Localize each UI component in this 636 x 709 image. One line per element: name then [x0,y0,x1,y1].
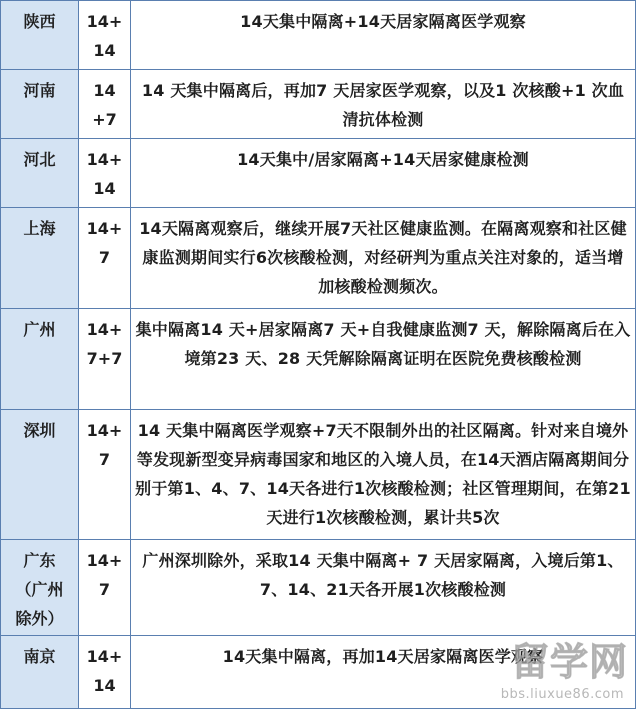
region-cell: 河北 [1,139,79,208]
quarantine-period-cell: 14+ 14 [79,139,131,208]
policy-detail-cell: 14天集中隔离，再加14天居家隔离医学观察 [131,636,636,709]
policy-detail-cell: 14 天集中隔离医学观察+7天不限制外出的社区隔离。针对来自境外等发现新型变异病毒国家和地区的入境人员，在14天酒店隔离期间分别于第1、4、7、14天各进行1次核酸检测；社区管理期间，在第21天进行1次核酸检测，累计共5次 [131,410,636,540]
watermark-url: bbs.liuxue86.com [500,687,624,702]
region-cell: 上海 [1,208,79,309]
policy-detail-cell: 广州深圳除外，采取14 天集中隔离+ 7 天居家隔离，入境后第1、7、14、21天各开展1次核酸检测 [131,540,636,636]
quarantine-period-cell: 14+ 7 [79,208,131,309]
table-row [1,70,636,139]
watermark-logo: 留学网 [510,640,628,684]
quarantine-period-cell: 14+ 7 [79,540,131,636]
quarantine-period-cell: 14+ 7 [79,410,131,540]
table-row [1,309,636,410]
table-row [1,636,636,709]
policy-table-body [1,1,636,709]
policy-detail-cell: 集中隔离14 天+居家隔离7 天+自我健康监测7 天，解除隔离后在入境第23 天、28 天凭解除隔离证明在医院免费核酸检测 [131,309,636,410]
region-cell: 广州 [1,309,79,410]
region-cell: 南京 [1,636,79,709]
policy-detail-cell: 14 天集中隔离后，再加7 天居家医学观察，以及1 次核酸+1 次血清抗体检测 [131,70,636,139]
region-cell: 深圳 [1,410,79,540]
table-row [1,410,636,540]
table-row [1,139,636,208]
region-cell: 陕西 [1,1,79,70]
quarantine-period-cell: 14+ 14 [79,636,131,709]
policy-detail-cell: 14天集中隔离+14天居家隔离医学观察 [131,1,636,70]
table-row [1,540,636,636]
table-row [1,208,636,309]
region-cell: 河南 [1,70,79,139]
quarantine-period-cell: 14+ 14 [79,1,131,70]
region-cell: 广东 （广州 除外） [1,540,79,636]
table-row [1,1,636,70]
quarantine-period-cell: 14 +7 [79,70,131,139]
policy-detail-cell: 14天隔离观察后，继续开展7天社区健康监测。在隔离观察和社区健康监测期间实行6次核酸检测，对经研判为重点关注对象的，适当增加核酸检测频次。 [131,208,636,309]
quarantine-period-cell: 14+ 7+7 [79,309,131,410]
policy-detail-cell: 14天集中/居家隔离+14天居家健康检测 [131,139,636,208]
